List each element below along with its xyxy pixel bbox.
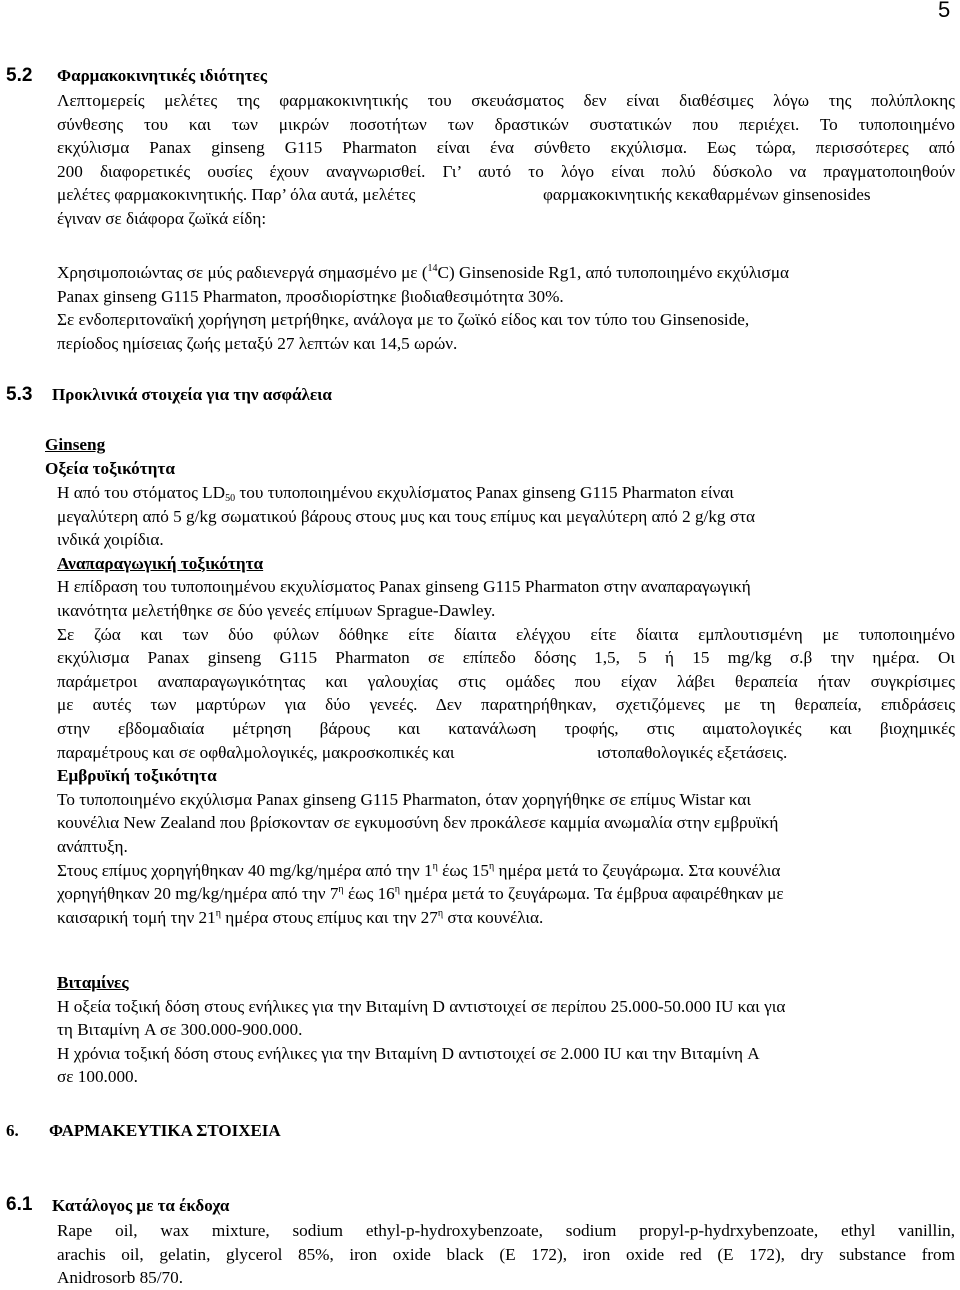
text-line: τη Βιταμίνη A σε 300.000-900.000. bbox=[57, 1020, 303, 1040]
text-line: Το τυποποιημένο εκχύλισμα Panax ginseng G115 Pharmaton, όταν χορηγήθηκε σε επίμυς Wistar και bbox=[57, 789, 752, 809]
text-line: ινδικά χοιρίδια. bbox=[57, 530, 164, 550]
text-line: κουνέλια New Zealand που βρίσκονταν σε εγκυμοσύνη δεν προκάλεσε καμμία ανωμαλία στην εμβρυϊκή bbox=[57, 813, 779, 833]
text-line bbox=[57, 741, 955, 765]
section-5-3-title: Προκλινικά στοιχεία για την ασφάλεια bbox=[52, 385, 332, 404]
superscript: η bbox=[394, 884, 401, 896]
text-line bbox=[57, 481, 955, 505]
superscript: η bbox=[215, 907, 221, 919]
text-segment: Χρησιμοποιώντας σε μύς ραδιενεργά σημασμένο με ( bbox=[57, 263, 428, 282]
text-line: εκχύλισμα Panax ginseng G115 Pharmaton είναι ένα σύνθετο εκχύλισμα. Εως τώρα, περισσότερες από bbox=[57, 138, 955, 158]
embryo-toxicity-heading: Εμβρυϊκή τοξικότητα bbox=[57, 766, 217, 786]
text-line: Rape oil, wax mixture, sodium ethyl-p-hydroxybenzoate, sodium propyl-p-hydrxybenzoate, ethyl vanillin, bbox=[57, 1221, 955, 1240]
pharmacokinetics-paragraph bbox=[57, 89, 955, 231]
section-6-1-number: 6.1 bbox=[6, 1194, 33, 1215]
text-segment: μελέτες φαρμακοκινητικής. Παρ’ όλα αυτά, μελέτες bbox=[57, 185, 416, 205]
text-line: Η οξεία τοξική δόση στους ενήλικες για την Βιταμίνη D αντιστοιχεί σε περίπου 25.000-50.000 IU και για bbox=[57, 996, 786, 1016]
superscript: η bbox=[437, 907, 444, 919]
section-6-title: ΦΑΡΜΑΚΕΥΤΙΚΑ ΣΤΟΙΧΕΙΑ bbox=[49, 1121, 281, 1140]
text-segment: του τυποποιημένου εκχυλίσματος Panax ginseng G115 Pharmaton είναι bbox=[235, 483, 734, 502]
text-line: Σε ζώα και των δύο φύλων δόθηκε είτε δίαιτα ελέγχου είτε δίαιτα εμπλουτισμένη με τυποποιημένο bbox=[57, 624, 955, 644]
text-line: εκχύλισμα Panax ginseng G115 Pharmaton σε επίπεδο δόσης 1,5, 5 ή 15 mg/kg σ.β την ημέρα. Οι bbox=[57, 648, 955, 668]
text-line bbox=[57, 906, 955, 930]
page-number: 5 bbox=[938, 0, 951, 22]
ginseng-heading: Ginseng bbox=[45, 435, 106, 454]
vitamins-paragraph bbox=[57, 971, 955, 1089]
section-5-3-number: 5.3 bbox=[6, 384, 33, 405]
text-line: σε 100.000. bbox=[57, 1067, 138, 1087]
text-line: Η χρόνια τοξική δόση στους ενήλικες για την Βιταμίνη D αντιστοιχεί σε 2.000 IU και την Βιταμίνη A bbox=[57, 1043, 760, 1063]
ginseng-subsection-header bbox=[45, 433, 955, 480]
text-line: παράμετροι αναπαραγωγικότητας και γαλουχίας στις ομάδες που είχαν λάβει θεραπεία ήταν συγκρίσιμες bbox=[57, 671, 955, 691]
text-line bbox=[57, 261, 955, 285]
text-line: Anidrosorb 85/70. bbox=[57, 1268, 184, 1288]
text-line: έγιναν σε διάφορα ζωϊκά είδη: bbox=[57, 208, 267, 228]
section-5-2-number: 5.2 bbox=[6, 65, 33, 86]
text-segment: ιστοπαθολογικές εξετάσεις. bbox=[597, 742, 788, 762]
text-line: σύνθεσης του και των μικρών ποσοτήτων των δραστικών συστατικών που περιέχει. Το τυποποιημένο bbox=[57, 114, 955, 134]
acute-toxicity-heading: Οξεία τοξικότητα bbox=[45, 458, 175, 478]
text-line: Panax ginseng G115 Pharmaton, προσδιορίστηκε βιοδιαθεσιμότητα 30%. bbox=[57, 286, 564, 306]
text-line: 200 διαφορετικές ουσίες έχουν αναγνωρισθεί. Γι’ αυτό το λόγο είναι πολύ δύσκολο να πραγματοποιηθούν bbox=[57, 161, 955, 181]
subscript: 50 bbox=[225, 493, 236, 504]
text-segment: παραμέτρους και σε οφθαλμολογικές, μακροσκοπικές και bbox=[57, 742, 455, 762]
text-line: Η επίδραση του τυποποιημένου εκχυλίσματος Panax ginseng G115 Pharmaton στην αναπαραγωγική bbox=[57, 577, 751, 597]
vitamins-heading: Βιταμίνες bbox=[57, 973, 129, 992]
superscript: η bbox=[432, 860, 438, 872]
excipients-paragraph bbox=[57, 1219, 955, 1290]
text-line bbox=[57, 183, 955, 207]
reproductive-toxicity-heading: Αναπαραγωγική τοξικότητα bbox=[57, 553, 264, 573]
text-line: με αυτές των μαρτύρων για δύο γενεές. Δεν παρατηρήθηκαν, σχετιζόμενες με τη θεραπεία, επιδράσεις bbox=[57, 695, 955, 715]
superscript: η bbox=[488, 860, 495, 872]
text-line bbox=[57, 882, 955, 906]
acute-toxicity-paragraph bbox=[57, 481, 955, 929]
section-6-1-title: Κατάλογος με τα έκδοχα bbox=[52, 1196, 230, 1215]
text-segment: έως 15 bbox=[437, 860, 489, 880]
text-segment: φαρμακοκινητικής κεκαθαρμένων ginsenosides bbox=[543, 185, 871, 205]
text-segment: χορηγήθηκαν 20 mg/kg/ημέρα από την 7 bbox=[57, 884, 339, 904]
text-line: περίοδος ημίσειας ζωής μεταξύ 27 λεπτών και 14,5 ωρών. bbox=[57, 333, 458, 353]
text-segment: Η από του στόματος LD bbox=[57, 483, 226, 502]
text-segment: ημέρα μετά το ζευγάρωμα. Στα κουνέλια bbox=[494, 860, 781, 880]
text-segment: ημέρα στους επίμυς και την 27 bbox=[220, 907, 438, 927]
superscript: η bbox=[338, 884, 344, 896]
text-line: ανάπτυξη. bbox=[57, 836, 128, 856]
text-segment: στα κουνέλια. bbox=[443, 907, 544, 927]
superscript: 14 bbox=[427, 263, 438, 274]
text-line: arachis oil, gelatin, glycerol 85%, iron oxide black (E 172), iron oxide red (E 172), dry substance from bbox=[57, 1244, 955, 1264]
text-line: ικανότητα μελετήθηκε σε δύο γενεές επίμυων Sprague-Dawley. bbox=[57, 600, 496, 620]
text-segment: καισαρική τομή την 21 bbox=[57, 907, 216, 927]
radiolabel-paragraph bbox=[57, 261, 955, 355]
text-segment: Στους επίμυς χορηγήθηκαν 40 mg/kg/ημέρα από την 1 bbox=[57, 860, 433, 880]
text-line: μεγαλύτερη από 5 g/kg σωματικού βάρους στους μυς και τους επίμυς και μεγαλύτερη από 2 g/kg στα bbox=[57, 506, 755, 526]
text-line: στην εβδομαδιαία μέτρηση βάρους και κατανάλωση τροφής, στις αιματολογικές και βιοχημικές bbox=[57, 718, 955, 738]
text-segment: C) Ginsenoside Rg1, από τυποποιημένο εκχύλισμα bbox=[437, 263, 790, 282]
text-segment: έως 16 bbox=[343, 884, 395, 904]
section-5-2-title: Φαρμακοκινητικές ιδιότητες bbox=[57, 66, 268, 85]
text-line: Σε ενδοπεριτοναϊκή χορήγηση μετρήθηκε, ανάλογα με το ζωϊκό είδος και τον τύπο του Ginsenoside, bbox=[57, 310, 750, 330]
section-6-number: 6. bbox=[6, 1121, 19, 1140]
text-segment: ημέρα μετά το ζευγάρωμα. Τα έμβρυα αφαιρέθηκαν με bbox=[400, 884, 784, 904]
text-line: Λεπτομερείς μελέτες της φαρμακοκινητικής του σκευάσματος δεν είναι διαθέσιμες λόγω της πολύπλοκης bbox=[57, 91, 955, 110]
text-line bbox=[57, 859, 955, 883]
